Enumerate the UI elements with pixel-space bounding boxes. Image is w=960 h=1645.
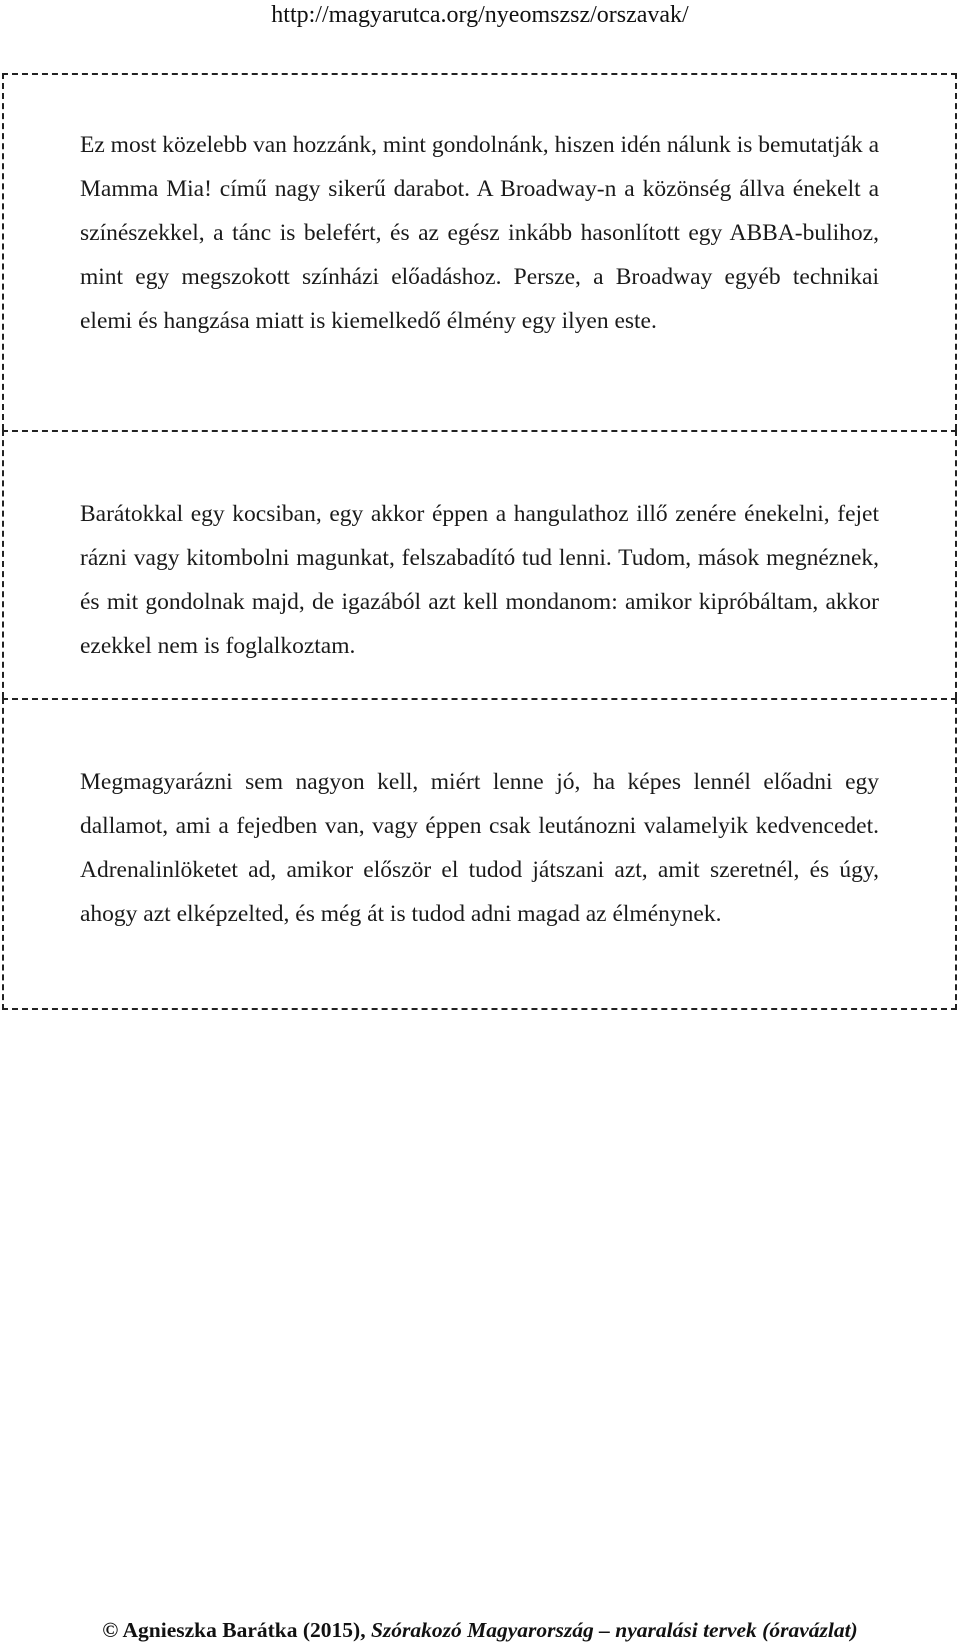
cut-out-card-1 [2, 73, 957, 430]
card-text-1: Ez most közelebb van hozzánk, mint gondolnánk, hiszen idén nálunk is bemutatják a Mamma Mia! című nagy sikerű darabot. A Broadway-n a közönség állva énekelt a színészekkel, a tánc is belefért, és az egész inkább hasonlított egy ABBA-bulihoz, mint egy megszokott színházi előadáshoz. Persze, a Broadway egyéb technikai elemi és hangzása miatt is kiemelkedő élmény egy ilyen este. [80, 132, 879, 334]
footer-copyright: © Agnieszka Barátka (2015), [102, 1618, 366, 1642]
page-footer [0, 1616, 960, 1644]
cut-out-card-2 [2, 430, 957, 698]
card-text-2: Barátokkal egy kocsiban, egy akkor éppen a hangulathoz illő zenére énekelni, fejet rázni vagy kitombolni magunkat, felszabadító tud lenni. Tudom, mások megnéznek, és mit gondolnak majd, de igazából azt kell mondanom: amikor kipróbáltam, akkor ezekkel nem is foglalkoztam. [80, 501, 879, 659]
cut-out-card-3 [2, 698, 957, 1010]
card-list [2, 73, 957, 1010]
footer-title: Szórakozó Magyarország – nyaralási tervek (óravázlat) [370, 1618, 858, 1642]
card-text-3: Megmagyarázni sem nagyon kell, miért lenne jó, ha képes lennél előadni egy dallamot, ami a fejedben van, vagy éppen csak leutánozni valamelyik kedvencedet. Adrenalinlöketet ad, amikor először el tudod játszani azt, amit szeretnél, és úgy, ahogy azt elképzelted, és még át is tudod adni magad az élménynek. [80, 769, 879, 927]
page-header-url: http://magyarutca.org/nyeomszsz/orszavak/ [271, 2, 689, 28]
